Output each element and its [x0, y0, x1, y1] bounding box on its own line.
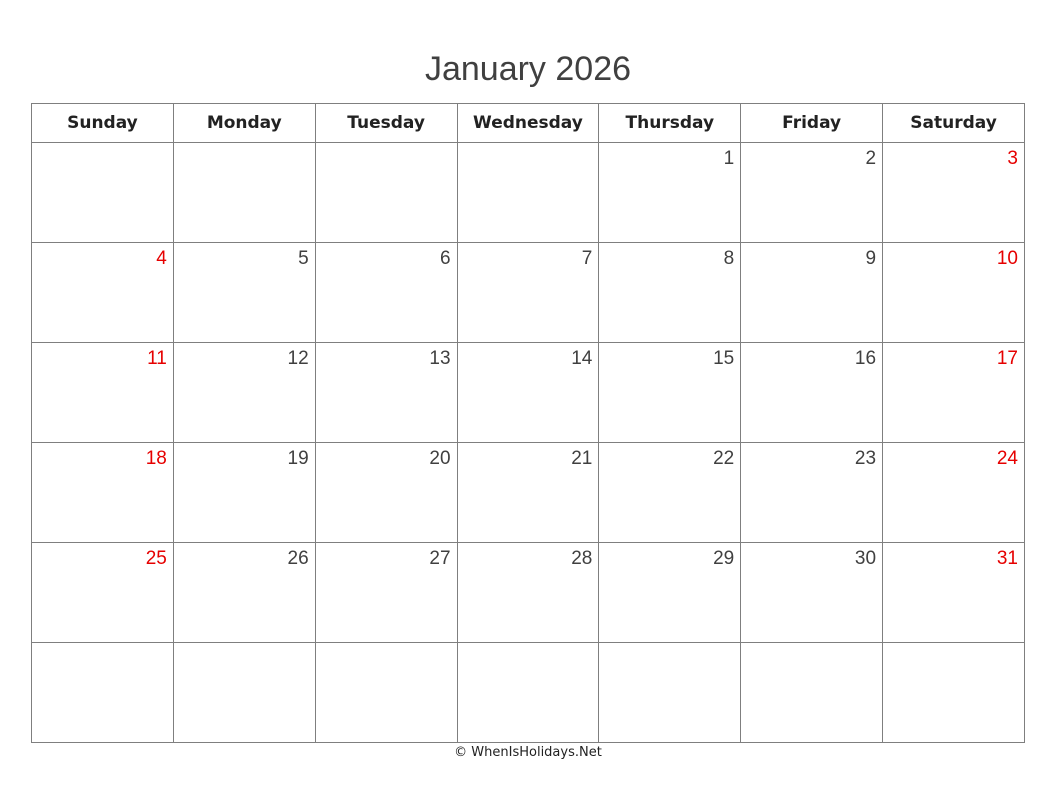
- day-cell: [741, 643, 883, 743]
- day-cell: [457, 343, 599, 443]
- day-cell: [315, 543, 457, 643]
- weekday-header-thursday: Thursday: [599, 104, 741, 143]
- day-cell: [173, 643, 315, 743]
- day-cell: [883, 343, 1025, 443]
- day-number: 18: [145, 448, 167, 469]
- day-cell: [173, 443, 315, 543]
- day-number: 30: [854, 548, 877, 569]
- day-cell: [599, 643, 741, 743]
- day-cell: [741, 343, 883, 443]
- day-number: 26: [287, 548, 309, 569]
- week-row: [32, 643, 1025, 743]
- day-cell: [741, 543, 883, 643]
- calendar-grid: [31, 103, 1025, 743]
- day-cell: [457, 543, 599, 643]
- day-number: 1: [723, 148, 735, 169]
- day-cell: [32, 243, 174, 343]
- week-row: [32, 143, 1025, 243]
- day-cell: [32, 643, 174, 743]
- day-cell: [32, 343, 174, 443]
- day-cell: [457, 443, 599, 543]
- day-number: 14: [571, 348, 593, 369]
- day-number: [32, 143, 173, 148]
- day-cell: [599, 143, 741, 243]
- day-number: 22: [713, 448, 735, 469]
- day-number: 16: [854, 348, 877, 369]
- day-number: [883, 643, 1024, 648]
- day-number: 29: [713, 548, 735, 569]
- day-number: 20: [429, 448, 451, 469]
- weekday-header-sunday: Sunday: [32, 104, 174, 143]
- day-number: 10: [996, 248, 1018, 269]
- day-number: [174, 143, 315, 148]
- copyright-footer: © WhenIsHolidays.Net: [454, 745, 602, 760]
- day-cell: [32, 143, 174, 243]
- day-cell: [741, 243, 883, 343]
- day-cell: [173, 143, 315, 243]
- calendar-title: January 2026: [424, 50, 632, 88]
- day-cell: [599, 543, 741, 643]
- day-number: 3: [1007, 148, 1018, 169]
- day-cell: [173, 243, 315, 343]
- day-number: 27: [429, 548, 451, 569]
- day-cell: [741, 443, 883, 543]
- weekday-header-friday: Friday: [741, 104, 883, 143]
- day-number: 23: [854, 448, 877, 469]
- day-number: 15: [713, 348, 735, 369]
- day-number: 24: [996, 448, 1018, 469]
- day-number: 21: [571, 448, 593, 469]
- day-cell: [32, 543, 174, 643]
- day-number: 4: [156, 248, 167, 269]
- day-number: 11: [147, 348, 167, 369]
- day-cell: [315, 343, 457, 443]
- day-number: 28: [571, 548, 593, 569]
- day-cell: [883, 443, 1025, 543]
- day-cell: [883, 543, 1025, 643]
- weekday-header-tuesday: Tuesday: [315, 104, 457, 143]
- day-cell: [599, 443, 741, 543]
- day-number: 19: [287, 448, 309, 469]
- day-number: [316, 643, 457, 648]
- day-cell: [457, 243, 599, 343]
- day-cell: [173, 343, 315, 443]
- day-cell: [883, 143, 1025, 243]
- day-number: [458, 643, 599, 648]
- day-number: 8: [723, 248, 735, 269]
- day-number: 5: [298, 248, 309, 269]
- day-cell: [173, 543, 315, 643]
- day-number: 17: [996, 348, 1018, 369]
- day-number: 9: [865, 248, 877, 269]
- day-cell: [315, 643, 457, 743]
- weekday-header-wednesday: Wednesday: [457, 104, 599, 143]
- weekday-header-saturday: Saturday: [883, 104, 1025, 143]
- day-cell: [457, 643, 599, 743]
- weekday-header-row: [32, 104, 1025, 143]
- day-number: [741, 643, 882, 648]
- day-number: [32, 643, 173, 648]
- day-cell: [32, 443, 174, 543]
- day-number: 13: [429, 348, 451, 369]
- day-cell: [599, 243, 741, 343]
- day-number: 12: [287, 348, 309, 369]
- day-number: 31: [996, 548, 1018, 569]
- day-number: [599, 643, 740, 648]
- day-cell: [599, 343, 741, 443]
- day-cell: [315, 143, 457, 243]
- day-cell: [457, 143, 599, 243]
- day-cell: [315, 243, 457, 343]
- day-number: 2: [865, 148, 877, 169]
- day-number: 6: [439, 248, 451, 269]
- day-cell: [315, 443, 457, 543]
- day-number: [458, 143, 599, 148]
- week-row: [32, 543, 1025, 643]
- day-cell: [741, 143, 883, 243]
- day-number: 7: [581, 248, 593, 269]
- day-number: 25: [145, 548, 167, 569]
- week-row: [32, 343, 1025, 443]
- day-cell: [883, 643, 1025, 743]
- weekday-header-monday: Monday: [173, 104, 315, 143]
- day-number: [174, 643, 315, 648]
- day-number: [316, 143, 457, 148]
- week-row: [32, 243, 1025, 343]
- week-row: [32, 443, 1025, 543]
- day-cell: [883, 243, 1025, 343]
